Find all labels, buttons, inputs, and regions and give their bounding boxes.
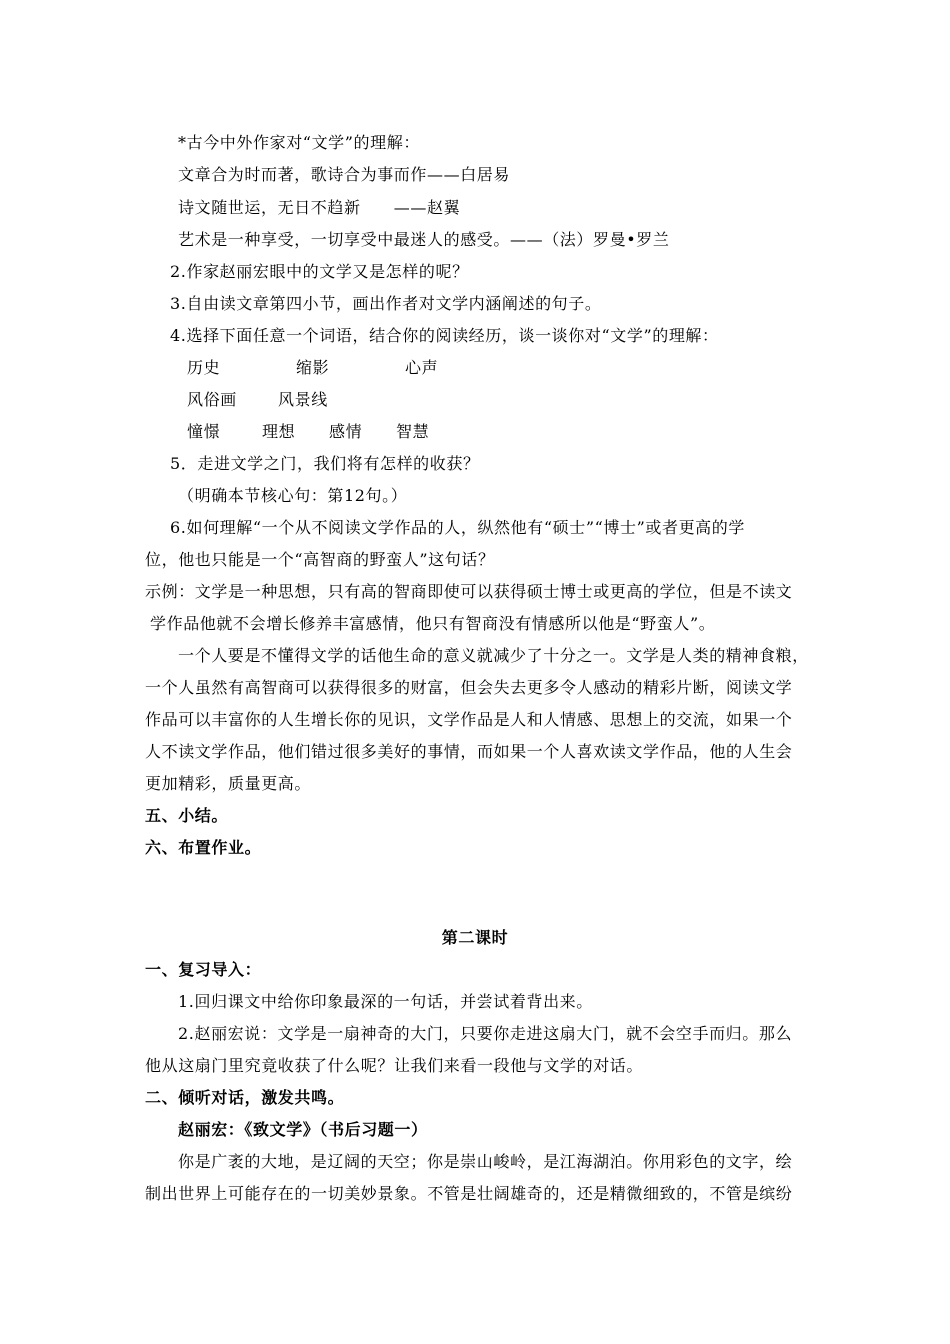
question-6: 6.如何理解“一个从不阅读文学作品的人，纵然他有“硕士”“博士”或者更高的学 [170,518,745,537]
paragraph-line: 作品可以丰富你的人生增长你的见识，文学作品是人和人情感、思想上的交流，如果一个 [145,710,793,729]
review-item-1: 1.回归课文中给你印象最深的一句话，并尝试着背出来。 [178,992,593,1011]
question-4: 4.选择下面任意一个词语，结合你的阅读经历，谈一谈你对“文学”的理解： [170,326,719,345]
word-option: 风俗画 [187,390,237,409]
word-option: 风景线 [278,390,328,409]
lesson-title: 第二课时 [441,928,509,947]
question-5: 5．走进文学之门，我们将有怎样的收获？ [170,454,480,473]
paragraph-line: 一个人虽然有高智商可以获得很多的财富，但会失去更多令人感动的精彩片断，阅读文学 [145,678,793,697]
review-item-2: 2.赵丽宏说：文学是一扇神奇的大门，只要你走进这扇大门，就不会空手而归。那么 [178,1024,793,1043]
quote-line: 诗文随世运，无日不趋新 ——赵翼 [178,198,461,217]
section-heading: 五、小结。 [145,806,229,825]
reading-body-line: 制出世界上可能存在的一切美妙景象。不管是壮阔雄奇的，还是精微细致的，不管是缤纷 [145,1184,793,1203]
paragraph-line: 人不读文学作品，他们错过很多美好的事情，而如果一个人喜欢读文学作品，他的人生会 [145,742,793,761]
word-option: 智慧 [396,422,430,441]
section-heading: 二、倾听对话，激发共鸣。 [145,1088,345,1107]
quote-intro: *古今中外作家对“文学”的理解： [178,133,420,152]
example-answer-cont: 学作品他就不会增长修养丰富感情，他只有智商没有情感所以他是“野蛮人”。 [150,614,716,633]
reading-body-line: 你是广袤的大地，是辽阔的天空；你是崇山峻岭，是江海湖泊。你用彩色的文字，绘 [178,1152,793,1171]
word-option: 理想 [262,422,296,441]
word-option: 心声 [405,358,439,377]
review-item-2-cont: 他从这扇门里究竟收获了什么呢？让我们来看一段他与文学的对话。 [145,1056,644,1075]
question-2: 2.作家赵丽宏眼中的文学又是怎样的呢？ [170,262,469,281]
section-heading: 一、复习导入： [145,960,262,979]
quote-line: 文章合为时而著，歌诗合为事而作——白居易 [178,165,511,184]
question-6-cont: 位，他也只能是一个“高智商的野蛮人”这句话？ [145,550,495,569]
question-5-note: （明确本节核心句：第12句。） [178,486,408,505]
paragraph-line: 一个人要是不懂得文学的话他生命的意义就减少了十分之一。文学是人类的精神食粮， [178,646,809,665]
word-option: 历史 [187,358,221,377]
quote-line: 艺术是一种享受，一切享受中最迷人的感受。——（法）罗曼•罗兰 [178,230,670,249]
question-3: 3.自由读文章第四小节，画出作者对文学内涵阐述的句子。 [170,294,602,313]
reading-subtitle: 赵丽宏：《致文学》（书后习题一） [178,1120,428,1139]
word-option: 憧憬 [187,422,221,441]
section-heading: 六、布置作业。 [145,838,262,857]
example-answer: 示例：文学是一种思想，只有高的智商即使可以获得硕士博士或更高的学位，但是不读文 [145,582,793,601]
word-option: 感情 [329,422,363,441]
word-option: 缩影 [296,358,330,377]
paragraph-line: 更加精彩，质量更高。 [145,774,312,793]
